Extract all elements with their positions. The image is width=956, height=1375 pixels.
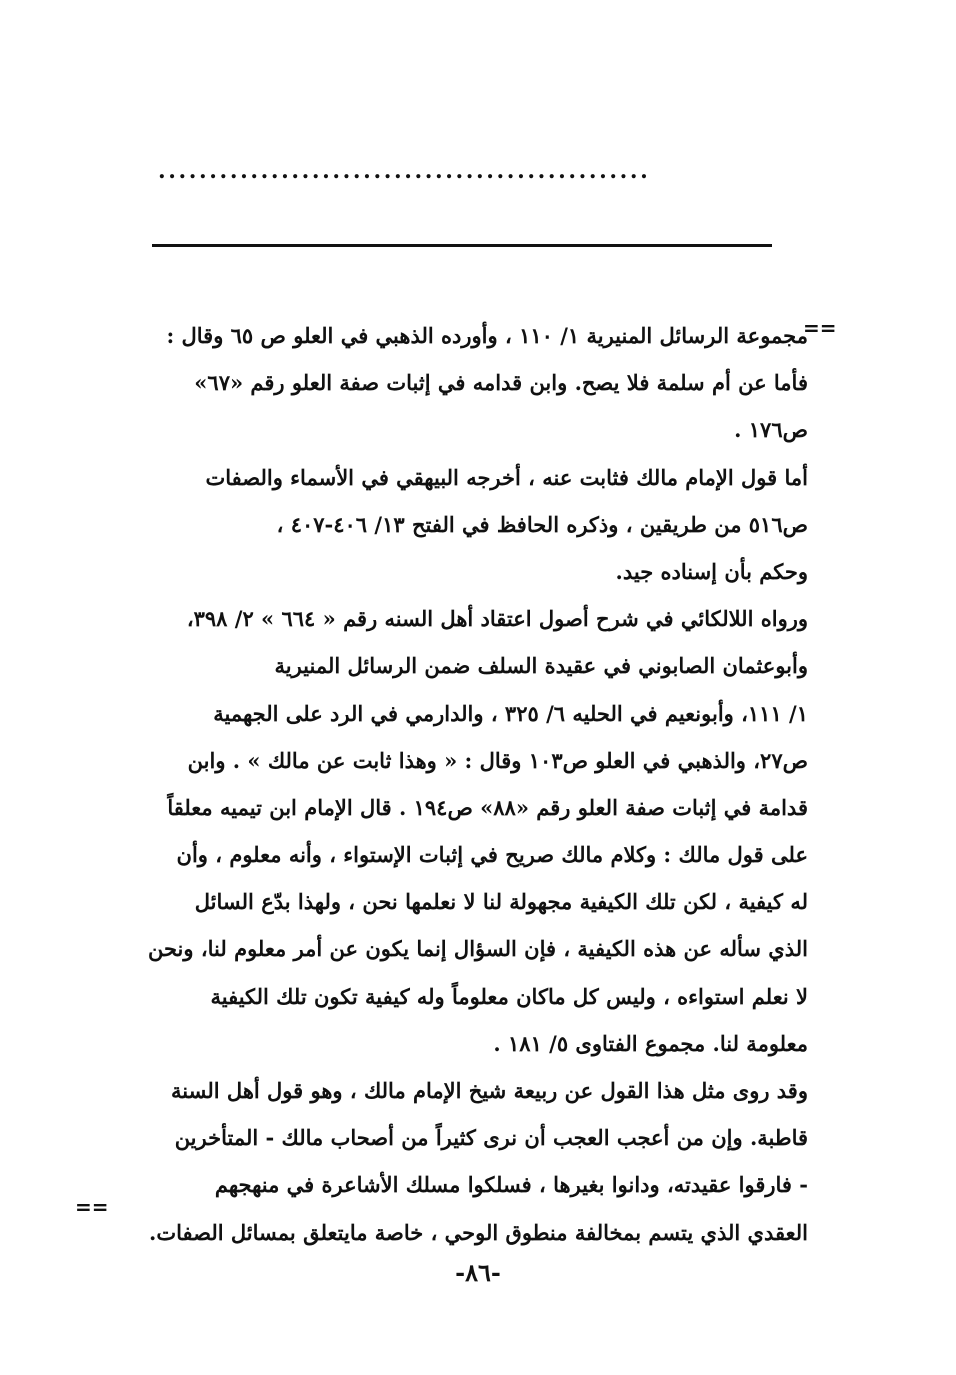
footnote-continuation-marker-end: ==: [75, 1195, 109, 1219]
text-line: على قول مالك : وكلام مالك صريح في إثبات الإستواء ، وأنه معلوم ، وأن: [176, 842, 808, 868]
text-line: فأما عن أم سلمة فلا يصح. وابن قدامه في إثبات صفة العلو رقم «٦٧»: [194, 370, 808, 396]
footnote-continuation-marker-start: ==: [803, 316, 837, 340]
text-line: قدامة في إثبات صفة العلو رقم «٨٨» ص١٩٤ . قال الإمام ابن تيميه معلقاً: [167, 794, 808, 820]
text-line: أما قول الإمام مالك فثابت عنه ، أخرجه البيهقي في الأسماء والصفات: [205, 464, 808, 490]
text-line: لا نعلم استواءه ، وليس كل ماكان معلوماً وله كيفية تكون تلك الكيفية: [210, 983, 808, 1009]
text-line: ص٥١٦ من طريقين ، وذكره الحافظ في الفتح ١٣/ ٤٠٦-٤٠٧ ،: [276, 511, 808, 537]
text-line: ورواه اللالكائي في شرح أصول اعتقاد أهل السنه رقم « ٦٦٤ » ٢/ ٣٩٨،: [186, 606, 808, 632]
text-line: معلومة لنا. مجموع الفتاوى ٥/ ١٨١ .: [493, 1030, 808, 1056]
text-line: ص١٧٦ .: [734, 417, 808, 443]
text-line: ١/ ١١١، وأبونعيم في الحليه ٦/ ٣٢٥ ، والدارمي في الرد على الجهمية: [213, 700, 808, 726]
text-line: - فارقوا عقيدته، ودانوا بغيرها ، فسلكوا مسلك الأشاعرة في منهجهم: [214, 1172, 808, 1198]
text-line: وحكم بأن إسناده جيد.: [615, 558, 808, 584]
page-number: -٨٦-: [455, 1258, 501, 1287]
text-line: قاطبة. وإن من أعجب العجب أن نرى كثيراً من أصحاب مالك - المتأخرين: [174, 1125, 808, 1151]
footnote-text: [100, 312, 808, 1256]
text-line: ص٢٧، والذهبي في العلو ص١٠٣ وقال : « وهذا ثابت عن مالك » . وابن: [187, 747, 808, 773]
text-line: العقدي الذي يتسم بمخالفة منطوق الوحي ، خاصة مايتعلق بمسائل الصفات.: [149, 1219, 808, 1245]
dotted-separator: ................................................: [158, 158, 651, 184]
horizontal-rule: [152, 244, 772, 247]
text-line: له كيفية ، لكن تلك الكيفية مجهولة لنا لا نعلمها نحن ، ولهذا بدّع السائل: [194, 889, 808, 915]
text-line: وأبوعثمان الصابوني في عقيدة السلف ضمن الرسائل المنيرية: [274, 653, 808, 679]
text-line: مجموعة الرسائل المنيرية ١/ ١١٠ ، وأورده الذهبي في العلو ص ٦٥ وقال :: [166, 323, 808, 348]
text-line: الذي سأله عن هذه الكيفية ، فإن السؤال إنما يكون عن أمر معلوم لنا، ونحن: [148, 936, 808, 962]
text-line: وقد روى مثل هذا القول عن ربيعة شيخ الإمام مالك ، وهو قول أهل السنة: [171, 1078, 808, 1103]
